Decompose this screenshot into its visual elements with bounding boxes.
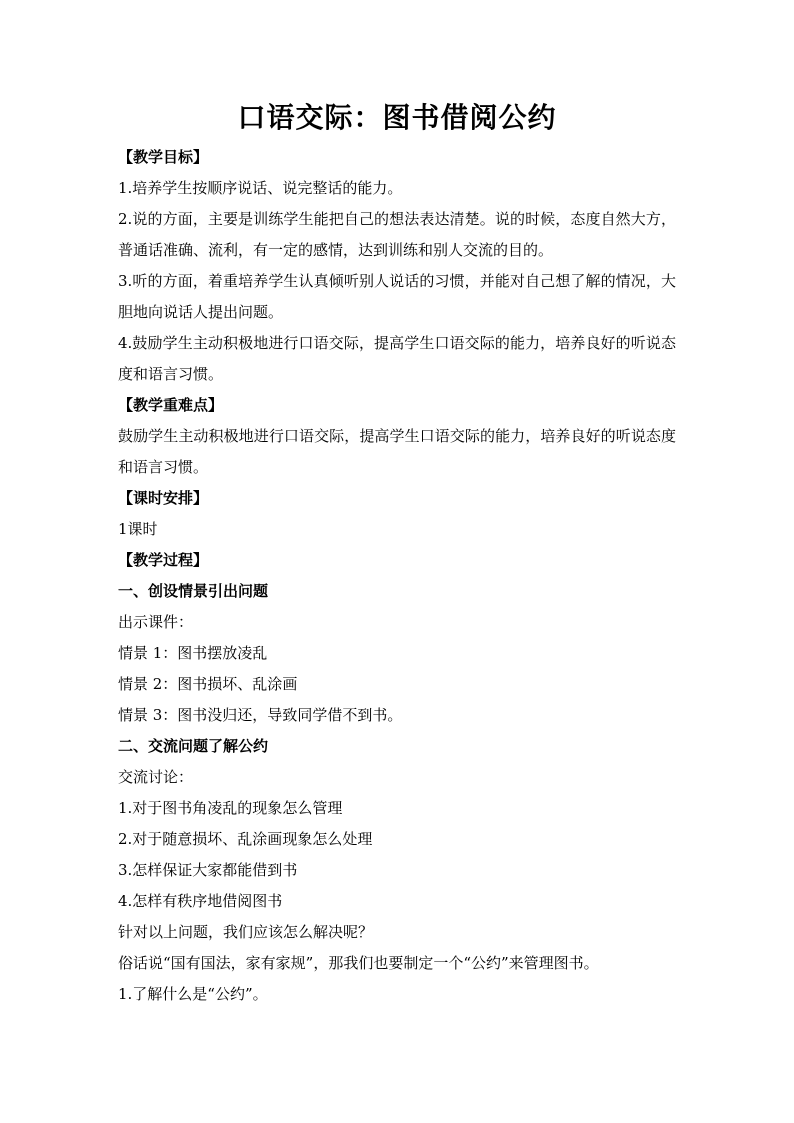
scenario-item-1: 情景 1：图书摆放凌乱 bbox=[118, 644, 268, 662]
discussion-item-3: 3.怎样保证大家都能借到书 bbox=[118, 861, 298, 879]
goals-heading: 【教学目标】 bbox=[118, 148, 209, 166]
proverb-text: 俗话说“国有国法，家有家规”，那我们也要制定一个“公约”来管理图书。 bbox=[118, 954, 599, 972]
discussion-item-2: 2.对于随意损坏、乱涂画现象怎么处理 bbox=[118, 830, 373, 848]
goal-item-1: 1.培养学生按顺序说话、说完整话的能力。 bbox=[118, 179, 403, 197]
discussion-item-4: 4.怎样有秩序地借阅图书 bbox=[118, 892, 283, 910]
part2-intro: 交流讨论： bbox=[118, 768, 194, 786]
part2-heading: 二、交流问题了解公约 bbox=[118, 737, 269, 755]
goal-item-4: 4.鼓励学生主动积极地进行口语交际，提高学生口语交际的能力，培养良好的听说态度和语言习惯。 bbox=[118, 334, 676, 383]
process-heading: 【教学过程】 bbox=[118, 551, 209, 569]
key-points-heading: 【教学重难点】 bbox=[118, 396, 224, 414]
key-points-text: 鼓励学生主动积极地进行口语交际，提高学生口语交际的能力，培养良好的听说态度和语言习惯。 bbox=[118, 427, 676, 476]
schedule-text: 1课时 bbox=[118, 520, 158, 538]
step1-text: 1.了解什么是“公约”。 bbox=[118, 985, 268, 1003]
discussion-item-1: 1.对于图书角凌乱的现象怎么管理 bbox=[118, 799, 343, 817]
schedule-heading: 【课时安排】 bbox=[118, 489, 209, 507]
scenario-item-2: 情景 2：图书损坏、乱涂画 bbox=[118, 675, 298, 693]
question-text: 针对以上问题，我们应该怎么解决呢？ bbox=[118, 923, 374, 941]
part1-intro: 出示课件： bbox=[118, 613, 194, 631]
goal-item-2: 2.说的方面，主要是训练学生能把自己的想法表达清楚。说的时候，态度自然大方，普通话准确、流利，有一定的感情，达到训练和别人交流的目的。 bbox=[118, 210, 676, 259]
scenario-item-3: 情景 3：图书没归还，导致同学借不到书。 bbox=[118, 706, 403, 724]
part1-heading: 一、创设情景引出问题 bbox=[118, 582, 269, 600]
document-title: 口语交际：图书借阅公约 bbox=[237, 101, 557, 134]
goal-item-3: 3.听的方面，着重培养学生认真倾听别人说话的习惯，并能对自己想了解的情况，大胆地向说话人提出问题。 bbox=[118, 272, 676, 321]
